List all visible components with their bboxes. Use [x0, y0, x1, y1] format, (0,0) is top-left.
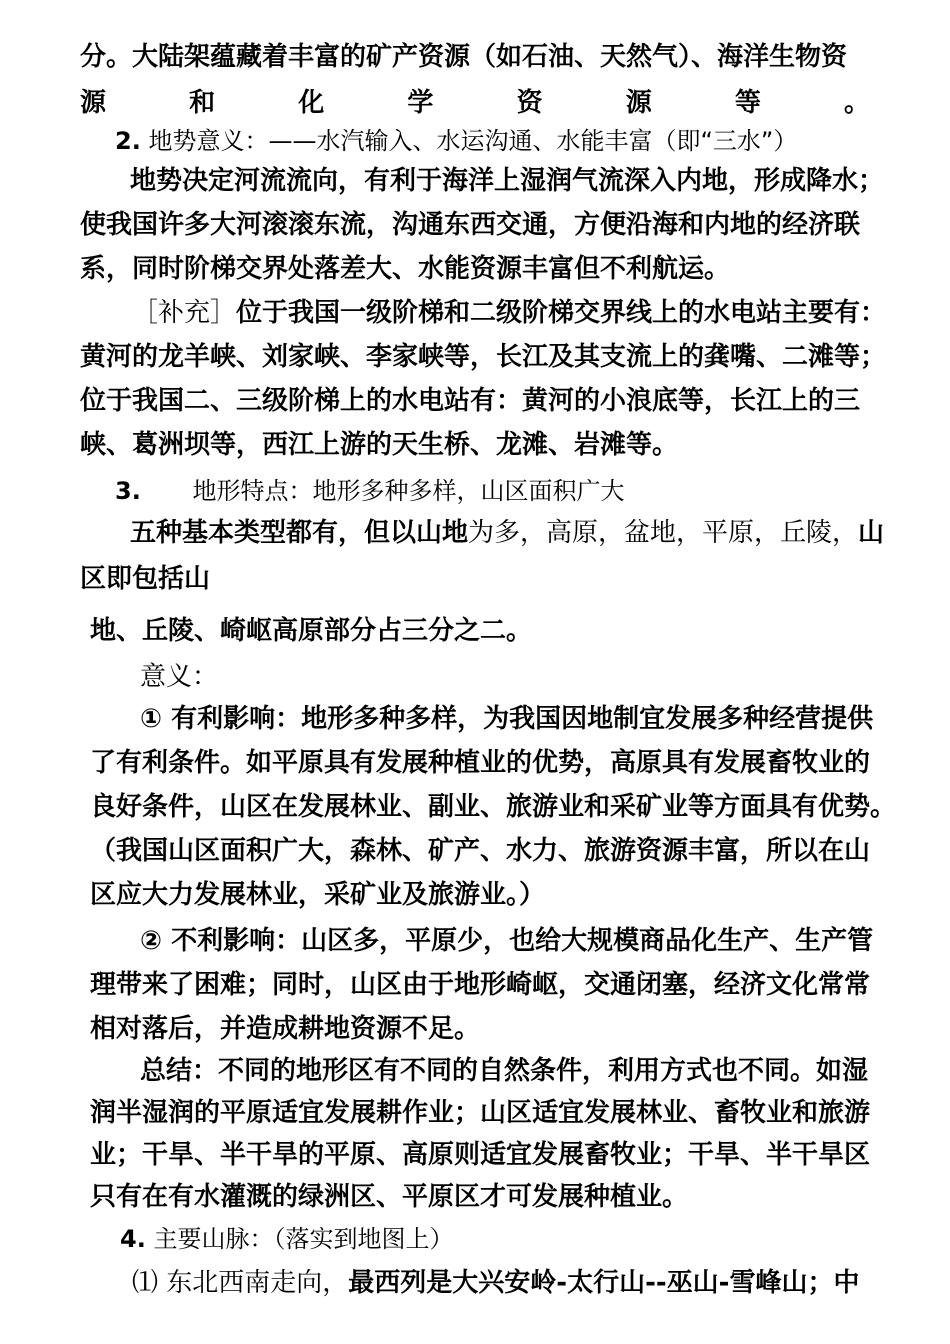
char: 等: [734, 88, 761, 118]
paragraph-line: 良好条件，山区在发展林业、副业、旅游业和采矿业等方面具有优势。: [90, 792, 897, 822]
paragraph-line: 地势决定河流流向，有利于海洋上湿润气流深入内地，形成降水；: [130, 166, 885, 196]
section-number: 3.: [115, 477, 141, 505]
paragraph-line: 位于我国二、三级阶梯上的水电站有：黄河的小浪底等，长江上的三: [80, 386, 861, 416]
paragraph-line: 业；干旱、半干旱的平原、高原则适宜发展畜牧业；干旱、半干旱区: [90, 1140, 871, 1170]
paragraph-line: 区应大力发展林业，采矿业及旅游业。）: [90, 880, 546, 910]
section-heading-4: [120, 1222, 453, 1256]
char: 源: [625, 88, 652, 118]
supplement-text: 位于我国一级阶梯和二级阶梯交界线上的水电站主要有：: [236, 298, 887, 328]
paragraph-line: ② 不利影响：山区多，平原少，也给大规模商品化生产、生产管: [140, 926, 874, 956]
char: 。: [843, 88, 870, 118]
paragraph-line: 使我国许多大河滚滚东流，沟通东西交通，方便沿海和内地的经济联: [80, 210, 861, 240]
regular-text: 为多，高原，盆地，平原，丘陵，: [468, 518, 859, 548]
section-number: 2.: [115, 127, 141, 155]
paragraph-line: 只有在有水灌溉的绿洲区、平原区才可发展种植业。: [90, 1182, 689, 1212]
char: 资: [516, 88, 543, 118]
paragraph-line: 区即包括山: [80, 564, 211, 594]
paragraph-line: 理带来了困难；同时，山区由于地形崎岖，交通闭塞，经济文化常常: [90, 970, 871, 1000]
paragraph-line: 分。大陆架蕴藏着丰富的矿产资源（如石油、天然气）、海洋生物资: [80, 42, 848, 72]
paragraph-line: [130, 516, 884, 550]
char: 化: [298, 88, 325, 118]
supplement-paragraph-line: [132, 296, 886, 330]
section-title: 主要山脉：（落实到地图上）: [153, 1225, 454, 1253]
char: 学: [407, 88, 434, 118]
meaning-label: 意义：: [140, 662, 219, 692]
paragraph-line-justified: [80, 86, 870, 120]
paragraph-line: 相对落后，并造成耕地资源不足。: [90, 1014, 481, 1044]
paragraph-line: [132, 1266, 859, 1300]
paragraph-line: 润半湿润的平原适宜发展耕作业；山区适宜发展林业、畜牧业和旅游: [90, 1098, 871, 1128]
paragraph-line: （我国山区面积广大，森林、矿产、水力、旅游资源丰富，所以在山: [90, 836, 871, 866]
bold-text: 最西列是大兴安岭-太行山--巫山-雪峰山；中: [348, 1268, 860, 1298]
paragraph-line: 系，同时阶梯交界处落差大、水能资源丰富但不利航运。: [80, 254, 731, 284]
paragraph-line: 总结：不同的地形区有不同的自然条件，利用方式也不同。如湿: [140, 1056, 869, 1086]
char: 和: [189, 88, 216, 118]
section-title: 地形特点：地形多种多样，山区面积广大: [192, 477, 625, 505]
list-marker: ⑴: [132, 1268, 159, 1298]
paragraph-line: 了有利条件。如平原具有发展种植业的优势，高原具有发展畜牧业的: [90, 748, 871, 778]
paragraph-line: 峡、葛洲坝等，西江上游的天生桥、龙滩、岩滩等。: [80, 430, 679, 460]
regular-text: 东北西南走向，: [166, 1268, 349, 1298]
section-number: 4.: [120, 1225, 146, 1253]
bold-text: 山: [858, 518, 885, 548]
paragraph-line: ① 有利影响：地形多种多样，为我国因地制宜发展多种经营提供: [140, 704, 874, 734]
char: 源: [80, 88, 107, 118]
bold-text: 五种基本类型都有，但以山地: [130, 518, 469, 548]
section-title: 地势意义：——水汽输入、水运沟通、水能丰富（即“三水”）: [148, 127, 798, 155]
section-heading-3: [115, 474, 624, 508]
paragraph-line: 黄河的龙羊峡、刘家峡、李家峡等，长江及其支流上的龚嘴、二滩等；: [80, 342, 887, 372]
section-heading-2: [115, 124, 797, 158]
paragraph-line: 地、丘陵、崎岖高原部分占三分之二。: [90, 616, 533, 646]
supplement-tag: ［补充］: [132, 298, 237, 328]
